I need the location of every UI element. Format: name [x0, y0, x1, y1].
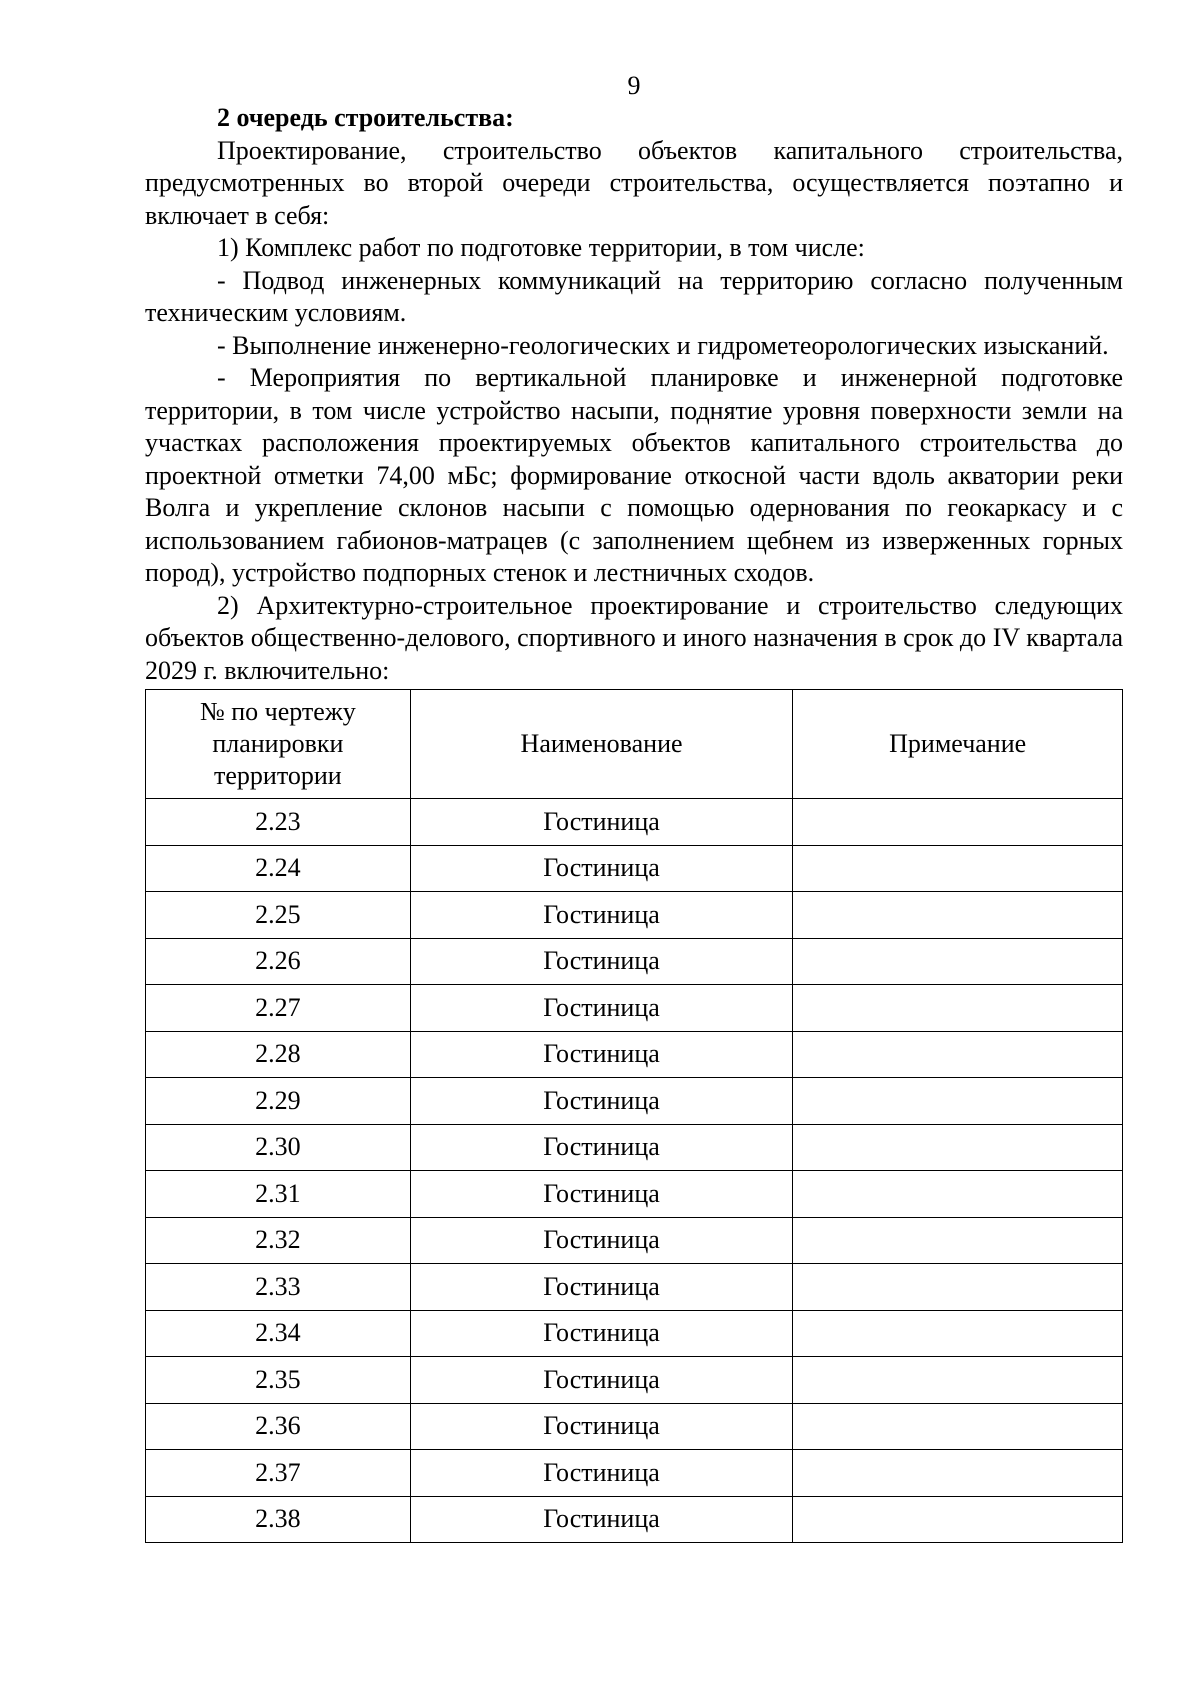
- table-row: [146, 1124, 1123, 1171]
- table-row: [146, 1496, 1123, 1543]
- cell-number: 2.36: [146, 1403, 411, 1450]
- section-heading: 2 очередь строительства:: [217, 103, 514, 132]
- cell-note: [793, 985, 1123, 1032]
- paragraph-item-1: 1) Комплекс работ по подготовке территории, в том числе:: [217, 233, 865, 262]
- cell-note: [793, 1310, 1123, 1357]
- cell-note: [793, 1264, 1123, 1311]
- table-row: [146, 985, 1123, 1032]
- cell-name: Гостиница: [410, 1450, 793, 1497]
- cell-number: 2.33: [146, 1264, 411, 1311]
- cell-number: 2.29: [146, 1078, 411, 1125]
- cell-note: [793, 845, 1123, 892]
- cell-number: 2.28: [146, 1031, 411, 1078]
- cell-number: 2.38: [146, 1496, 411, 1543]
- cell-note: [793, 1171, 1123, 1218]
- cell-number: 2.32: [146, 1217, 411, 1264]
- table-row: [146, 1217, 1123, 1264]
- cell-number: 2.37: [146, 1450, 411, 1497]
- cell-note: [793, 1357, 1123, 1404]
- objects-table: [145, 689, 1123, 1543]
- cell-number: 2.27: [146, 985, 411, 1032]
- table-row: [146, 1078, 1123, 1125]
- paragraph-utilities: - Подвод инженерных коммуникаций на территорию согласно полученным техническим условиям.: [145, 265, 1123, 327]
- cell-note: [793, 1124, 1123, 1171]
- cell-name: Гостиница: [410, 845, 793, 892]
- cell-name: Гостиница: [410, 1357, 793, 1404]
- table-row: [146, 799, 1123, 846]
- cell-note: [793, 1217, 1123, 1264]
- cell-name: Гостиница: [410, 938, 793, 985]
- cell-name: Гостиница: [410, 799, 793, 846]
- header-drawing-number: № по чертежу планировки территории: [146, 690, 411, 799]
- table-row: [146, 892, 1123, 939]
- cell-name: Гостиница: [410, 1031, 793, 1078]
- cell-number: 2.26: [146, 938, 411, 985]
- cell-name: Гостиница: [410, 1078, 793, 1125]
- table-row: [146, 1264, 1123, 1311]
- paragraph-surveys: - Выполнение инженерно-геологических и гидрометеорологических изысканий.: [217, 330, 1109, 360]
- cell-name: Гостиница: [410, 1217, 793, 1264]
- cell-note: [793, 1031, 1123, 1078]
- paragraph-grading: - Мероприятия по вертикальной планировке и инженерной подготовке территории, в том числе устройство насыпи, поднятие уровня поверхности земли на участках расположения проектируемых объектов капитального строительства до проектной отметки 74,00 мБс; формирование откосной части вдоль акватории реки Волга и укрепление склонов насыпи с помощью одернования по геокаркасу и с использованием габионов-матрацев (с заполнением щебнем из изверженных горных пород), устройство подпорных стенок и лестничных сходов.: [145, 363, 1123, 587]
- cell-note: [793, 799, 1123, 846]
- cell-name: Гостиница: [410, 985, 793, 1032]
- paragraph-intro: Проектирование, строительство объектов капитального строительства, предусмотренных во второй очереди строительства, осуществляется поэтапно и включает в себя:: [145, 135, 1123, 230]
- cell-number: 2.30: [146, 1124, 411, 1171]
- cell-name: Гостиница: [410, 1264, 793, 1311]
- cell-name: Гостиница: [410, 892, 793, 939]
- cell-name: Гостиница: [410, 1171, 793, 1218]
- table-row: [146, 1450, 1123, 1497]
- document-page: [145, 70, 1123, 1543]
- cell-name: Гостиница: [410, 1310, 793, 1357]
- cell-note: [793, 1450, 1123, 1497]
- cell-note: [793, 938, 1123, 985]
- table-row: [146, 1171, 1123, 1218]
- cell-number: 2.34: [146, 1310, 411, 1357]
- header-note: Примечание: [793, 690, 1123, 799]
- table-row: [146, 938, 1123, 985]
- header-name: Наименование: [410, 690, 793, 799]
- cell-name: Гостиница: [410, 1124, 793, 1171]
- cell-note: [793, 1078, 1123, 1125]
- cell-note: [793, 892, 1123, 939]
- cell-number: 2.23: [146, 799, 411, 846]
- cell-number: 2.31: [146, 1171, 411, 1218]
- table-row: [146, 1031, 1123, 1078]
- cell-name: Гостиница: [410, 1496, 793, 1543]
- table-row: [146, 845, 1123, 892]
- cell-number: 2.24: [146, 845, 411, 892]
- cell-number: 2.35: [146, 1357, 411, 1404]
- cell-note: [793, 1403, 1123, 1450]
- page-number: 9: [627, 71, 641, 100]
- cell-name: Гостиница: [410, 1403, 793, 1450]
- table-header-row: [146, 690, 1123, 799]
- cell-number: 2.25: [146, 892, 411, 939]
- cell-note: [793, 1496, 1123, 1543]
- table-row: [146, 1403, 1123, 1450]
- table-row: [146, 1357, 1123, 1404]
- paragraph-item-2: 2) Архитектурно-строительное проектирование и строительство следующих объектов общественно-делового, спортивного и иного назначения в срок до IV квартала 2029 г. включительно:: [145, 590, 1123, 685]
- table-row: [146, 1310, 1123, 1357]
